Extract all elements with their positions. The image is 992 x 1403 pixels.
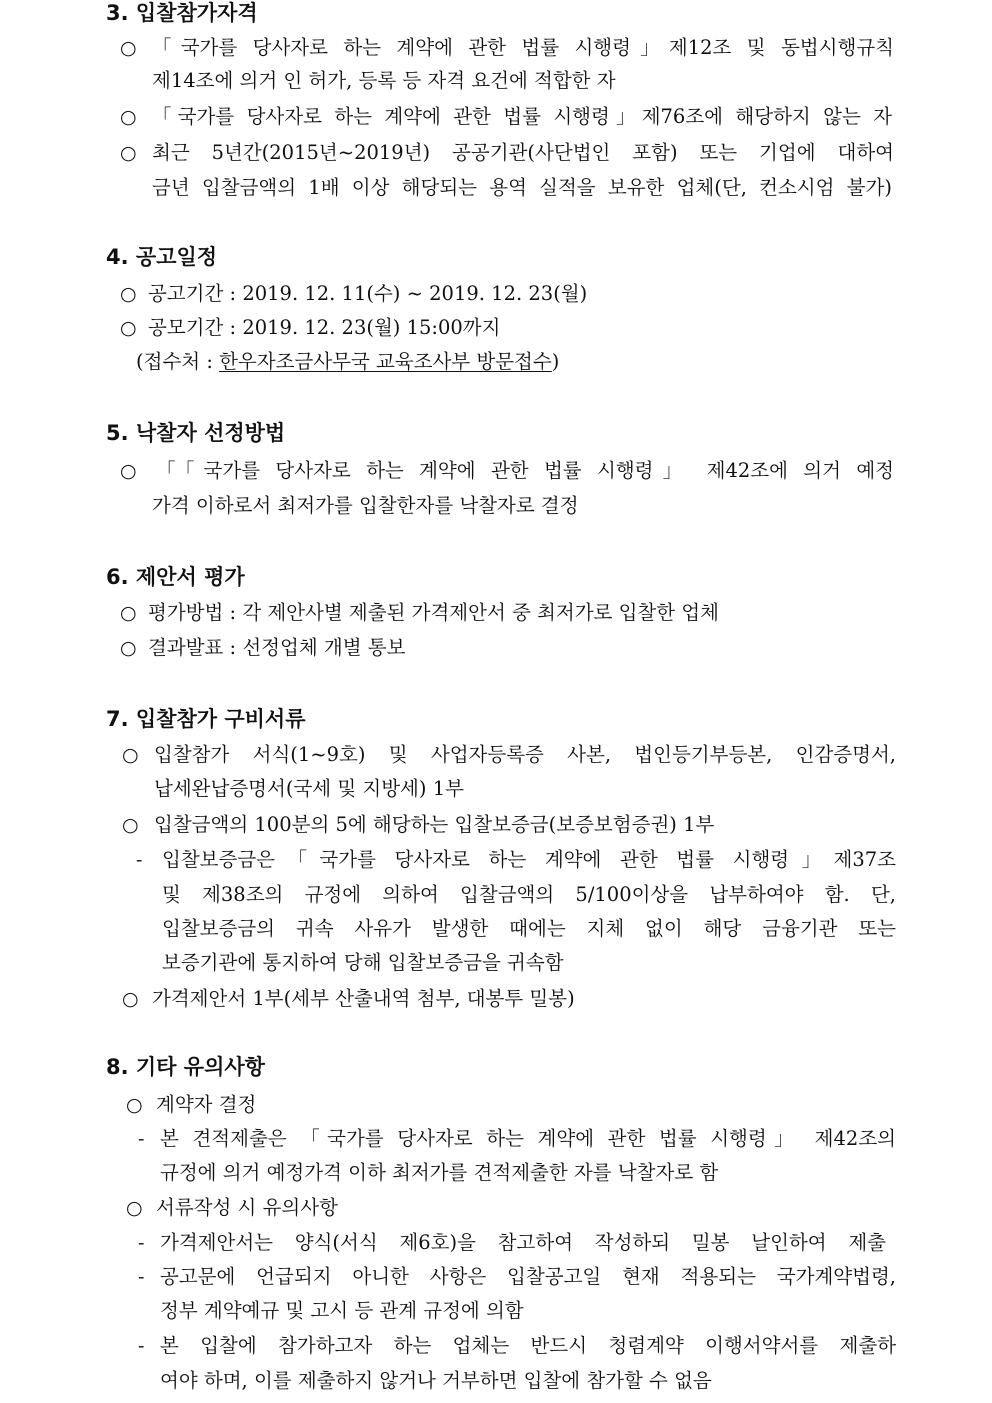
section-heading: 5. 낙찰자 선정방법 [106,421,286,445]
list-item-text: 금년 입찰금액의 1배 이상 해당되는 용역 실적을 보유한 업체(단, 컨소시엄 불가) [152,176,892,199]
list-item-text: 최근 5년간(2015년~2019년) 공공기관(사단법인 포함) 또는 기업에 대하여 [152,141,894,164]
list-item-text: 입찰금액의 100분의 5에 해당하는 입찰보증금(보증보험증권) 1부 [154,813,715,836]
circle-bullet: ○ [120,460,137,482]
circle-bullet: ○ [120,637,137,659]
section-heading: 7. 입찰참가 구비서류 [106,707,306,731]
circle-bullet: ○ [122,814,139,836]
dash-bullet: - [138,1335,145,1357]
sub-item-text: 여야 하며, 이를 제출하지 않거나 거부하면 입찰에 참가할 수 없음 [160,1369,712,1392]
list-item-text: 제14조에 의거 인 허가, 등록 등 자격 요건에 적합한 자 [152,69,616,92]
sub-item-text: 정부 계약예규 및 고시 등 관계 규정에 의함 [160,1299,524,1322]
list-item-text: 결과발표 : 선정업체 개별 통보 [148,636,406,659]
circle-bullet: ○ [120,106,137,128]
circle-bullet: ○ [122,744,139,766]
list-item-text: 평가방법 : 각 제안사별 제출된 가격제안서 중 최저가로 입찰한 업체 [148,601,719,624]
list-item-text: 공모기간 : 2019. 12. 23(월) 15:00까지 [148,316,501,339]
list-item-text: 납세완납증명서(국세 및 지방세) 1부 [154,777,464,800]
section-heading: 6. 제안서 평가 [106,565,245,589]
circle-bullet: ○ [120,142,137,164]
receipt-prefix: (접수처 : [136,350,220,373]
section-heading: 4. 공고일정 [106,245,218,269]
section-heading: 8. 기타 유의사항 [106,1055,265,1079]
dash-bullet: - [136,849,143,871]
circle-bullet: ○ [126,1197,143,1219]
circle-bullet: ○ [126,1094,143,1116]
sub-item-text: 본 견적제출은 「국가를 당사자로 하는 계약에 관한 법률 시행령」 제42조의 [160,1127,896,1150]
list-item-text: 「국가를 당사자로 하는 계약에 관한 법률 시행령」제12조 및 동법시행규칙 [152,36,894,59]
sub-item-text: 가격제안서는 양식(서식 제6호)을 참고하여 작성하되 밀봉 날인하여 제출 [160,1231,886,1254]
list-item-text: 계약자 결정 [156,1093,257,1116]
list-item-text: 「「국가를 당사자로 하는 계약에 관한 법률 시행령」 제42조에 의거 예정 [156,459,894,482]
circle-bullet: ○ [120,283,137,305]
list-item-text: 가격제안서 1부(세부 산출내역 첨부, 대봉투 밀봉) [152,987,575,1010]
circle-bullet: ○ [120,317,137,339]
dash-bullet: - [138,1128,145,1150]
circle-bullet: ○ [122,988,139,1010]
receipt-suffix: ) [551,350,560,373]
sub-item-text: 규정에 의거 예정가격 이하 최저가를 견적제출한 자를 낙찰자로 함 [160,1161,719,1184]
list-item-text: 입찰참가 서식(1~9호) 및 사업자등록증 사본, 법인등기부등본, 인감증명서, [154,743,896,766]
circle-bullet: ○ [120,602,137,624]
section-heading: 3. 입찰참가자격 [106,1,258,25]
list-item-text: 공고기간 : 2019. 12. 11(수) ~ 2019. 12. 23(월) [148,282,588,305]
circle-bullet: ○ [120,37,137,59]
sub-item-text: 본 입찰에 참가하고자 하는 업체는 반드시 청렴계약 이행서약서를 제출하 [160,1334,896,1357]
sub-item-text: 공고문에 언급되지 아니한 사항은 입찰공고일 현재 적용되는 국가계약법령, [160,1265,896,1288]
sub-item-text: 입찰보증금은「국가를 당사자로 하는 계약에 관한 법률 시행령」제37조 [162,848,896,871]
sub-item-text: 보증기관에 통지하여 당해 입찰보증금을 귀속함 [162,951,564,974]
dash-bullet: - [138,1232,145,1254]
sub-item-text: 및 제38조의 규정에 의하여 입찰금액의 5/100이상을 납부하여야 함. 단, [162,883,896,906]
receipt-place: 한우자조금사무국 교육조사부 방문접수 [219,350,552,373]
sub-item-text: 입찰보증금의 귀속 사유가 발생한 때에는 지체 없이 해당 금융기관 또는 [162,917,896,940]
list-item-text: 서류작성 시 유의사항 [156,1196,338,1219]
receipt-location [136,347,559,377]
dash-bullet: - [138,1266,145,1288]
list-item-text: 가격 이하로서 최저가를 입찰한자를 낙찰자로 결정 [152,494,579,517]
list-item-text: 「국가를 당사자로 하는 계약에 관한 법률 시행령」제76조에 해당하지 않는 자 [152,105,892,128]
